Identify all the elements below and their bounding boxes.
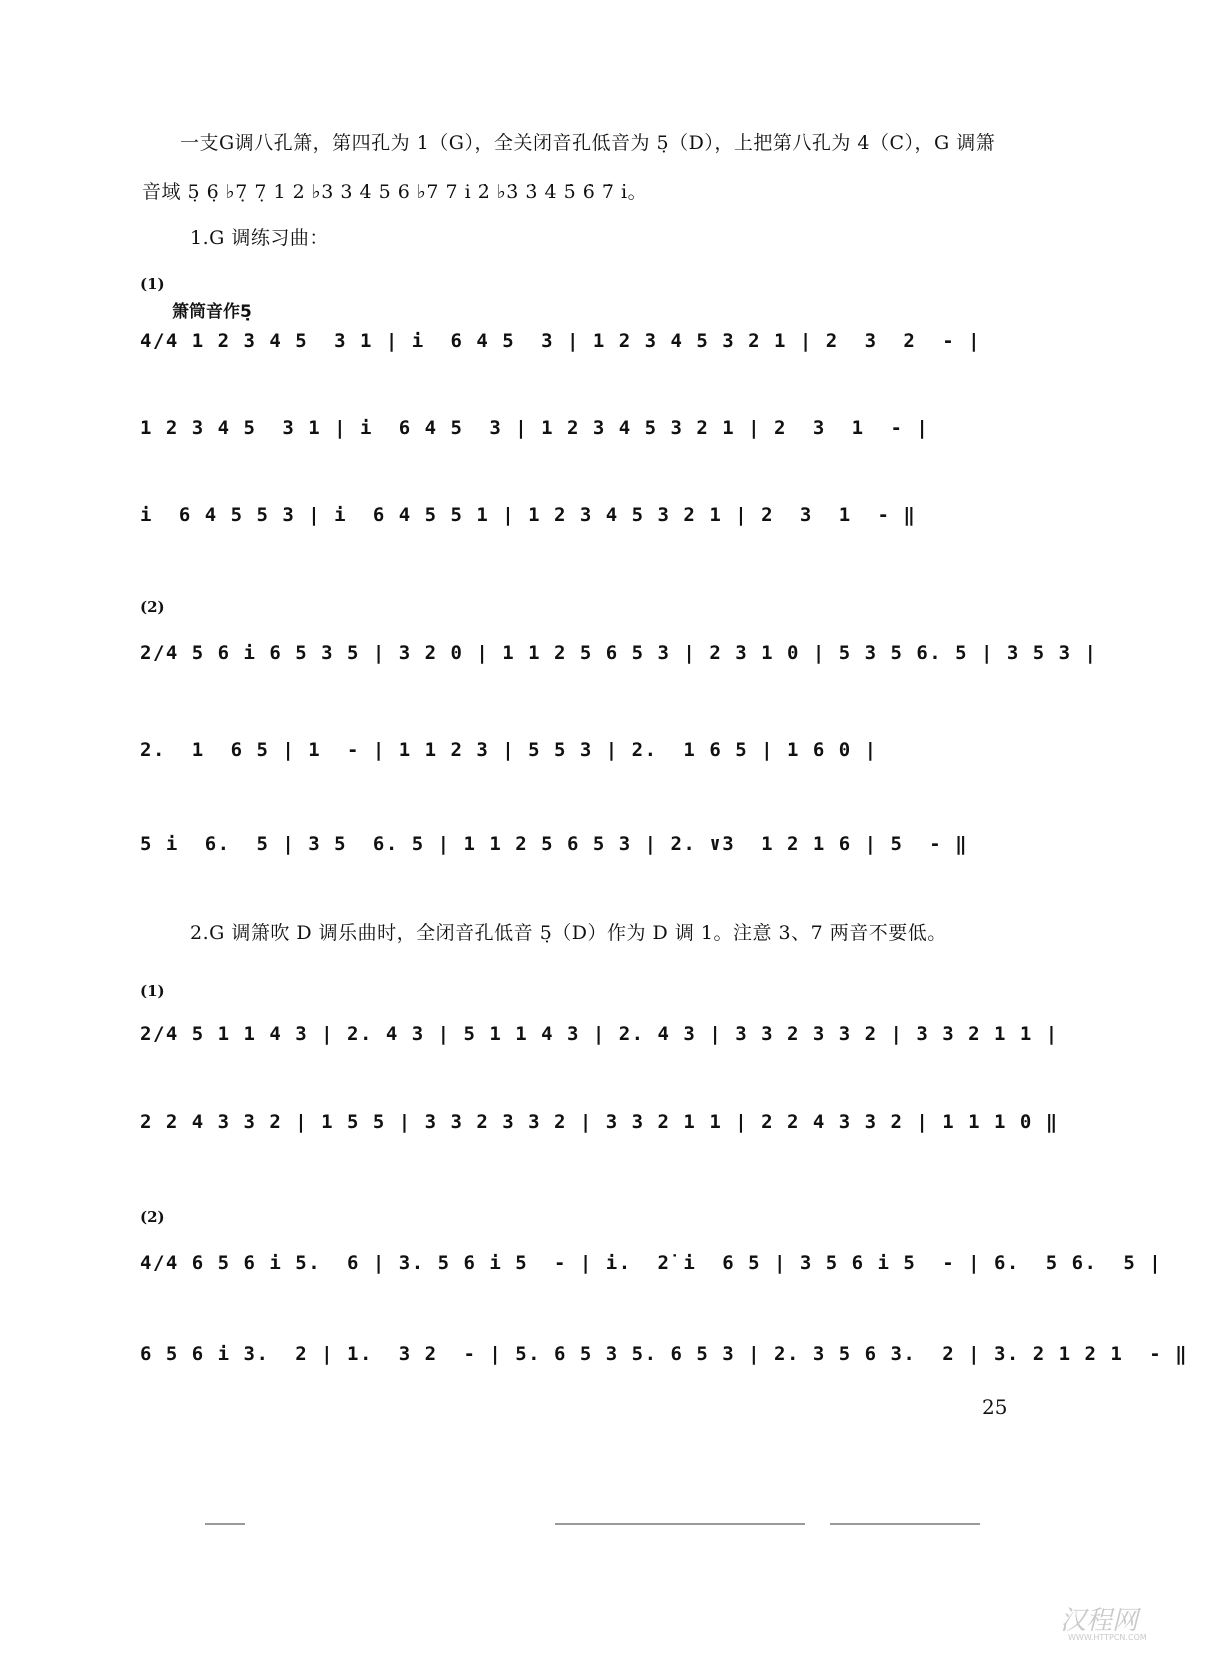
notation-line: 6 5 6 i 3. 2 | 1. 3 2 - | 5. 6 5 3 5. 6 5 3 | 2. 3 5 6 3. 2 | 3. 2 1 2 1 - ‖ — [140, 1343, 1189, 1365]
notation-line: 2. 1 6 5 | 1 - | 1 1 2 3 | 5 5 3 | 2. 1 6 5 | 1 6 0 | — [140, 739, 878, 761]
piece-1-2-label: (2) — [140, 598, 165, 616]
notation-line: 4/4 6 5 6 i 5. 6 | 3. 5 6 i 5 - | i. 2̇ i 6 5 | 3 5 6 i 5 - | 6. 5 6. 5 | — [140, 1252, 1163, 1274]
section-1-title: 1.G 调练习曲： — [190, 227, 329, 249]
intro-line-1: 一支G调八孔箫，第四孔为 1（G），全关闭音孔低音为 5̣（D），上把第八孔为 4（C），G 调箫 — [180, 132, 996, 154]
piece-2-2-label: (2) — [140, 1208, 165, 1226]
scan-mark — [205, 1523, 245, 1525]
intro-line-2: 音域 5̣ 6̣ ♭7̣ 7̣ 1 2 ♭3 3 4 5 6 ♭7 7 i 2̇ ♭3̇ 3̇ 4̇ 5̇ 6̇ 7̇ i̇。 — [142, 181, 648, 203]
notation-line: 4/4 1 2 3 4 5 3 1 | i 6 4 5 3 | 1 2 3 4 5 3 2 1 | 2 3 2 - | — [140, 330, 982, 352]
notation-line: i 6 4 5 5 3 | i 6 4 5 5 1 | 1 2 3 4 5 3 2 1 | 2 3 1 - ‖ — [140, 504, 917, 526]
watermark-logo: 汉程网 — [1060, 1606, 1139, 1636]
notation-line: 2 2 4 3 3 2 | 1 5 5 | 3 3 2 3 3 2 | 3 3 2 1 1 | 2 2 4 3 3 2 | 1 1 1 0 ‖ — [140, 1111, 1059, 1133]
piece-2-1-label: (1) — [140, 982, 165, 1000]
scan-mark — [555, 1523, 805, 1525]
notation-line: 1 2 3 4 5 3 1 | i 6 4 5 3 | 1 2 3 4 5 3 2 1 | 2 3 1 - | — [140, 417, 930, 439]
watermark-url: WWW.HTTPCN.COM — [1068, 1633, 1147, 1642]
scan-mark — [830, 1523, 980, 1525]
page-number: 25 — [982, 1395, 1008, 1419]
piece-1-1-subtitle: 箫筒音作5̣ — [172, 302, 252, 322]
notation-line: 2/4 5 6 i 6 5 3 5 | 3 2 0 | 1 1 2 5 6 5 3 | 2 3 1 0 | 5 3 5 6. 5 | 3 5 3 | — [140, 642, 1098, 664]
notation-line: 5 i 6. 5 | 3 5 6. 5 | 1 1 2 5 6 5 3 | 2. ∨3 1 2 1 6 | 5 - ‖ — [140, 833, 969, 855]
section-2-title: 2.G 调箫吹 D 调乐曲时，全闭音孔低音 5̣（D）作为 D 调 1。注意 3、7 两音不要低。 — [190, 922, 947, 944]
notation-line: 2/4 5 1 1 4 3 | 2. 4 3 | 5 1 1 4 3 | 2. 4 3 | 3 3 2 3 3 2 | 3 3 2 1 1 | — [140, 1023, 1059, 1045]
piece-1-1-label: (1) — [140, 275, 165, 293]
